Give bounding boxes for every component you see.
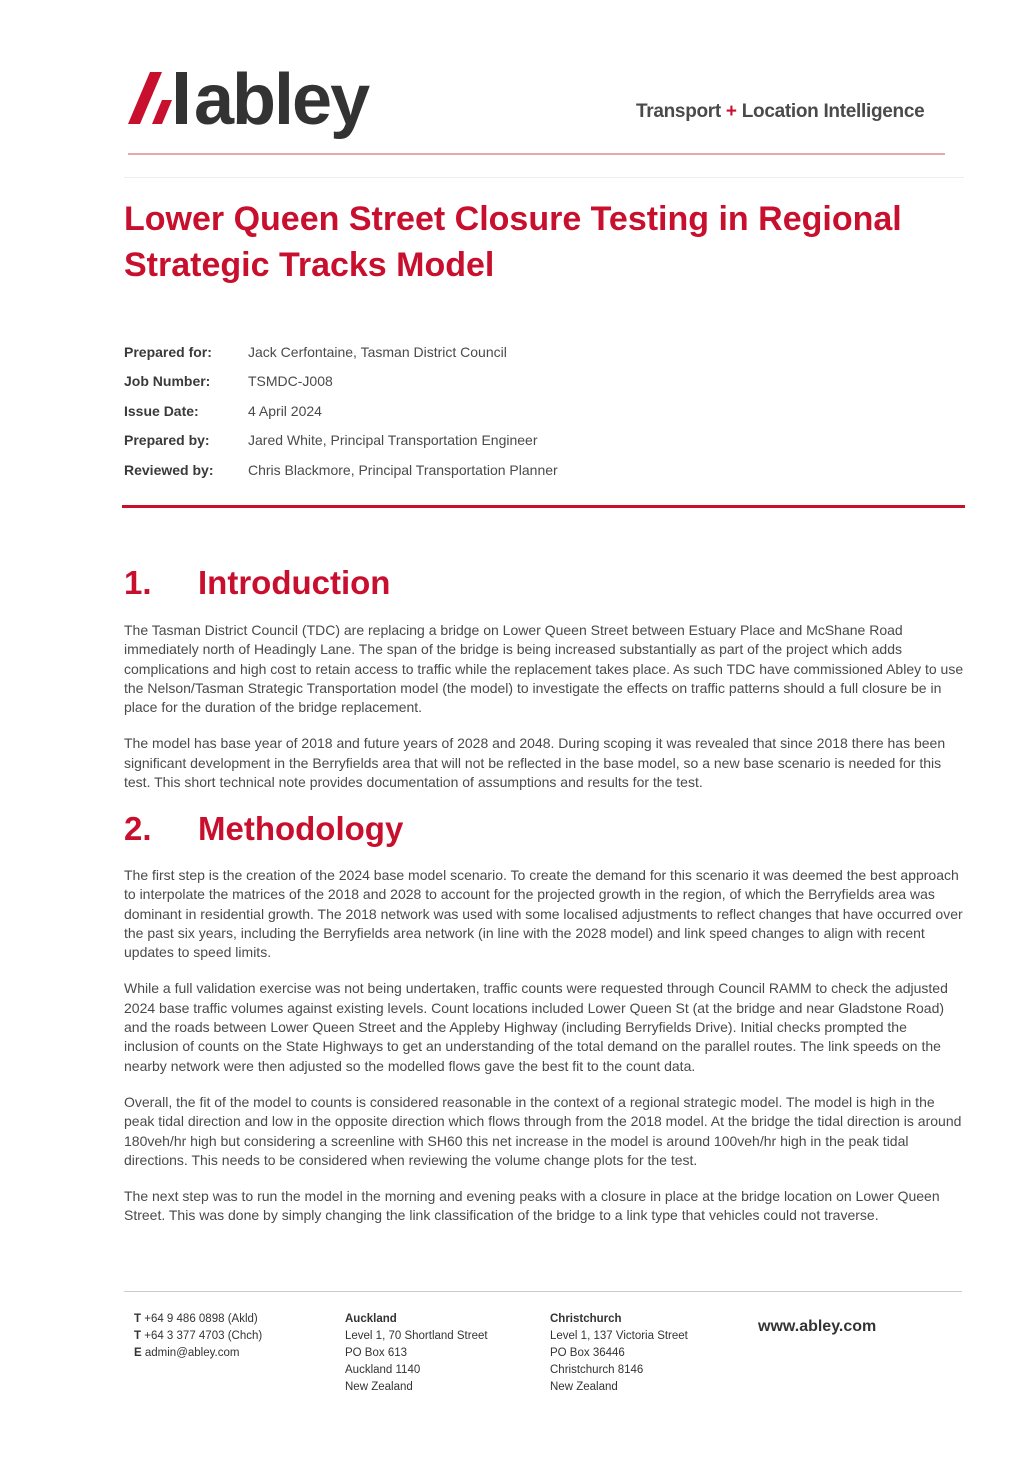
section-body-methodology: [124, 866, 964, 1243]
abley-logo: [128, 62, 368, 138]
footer-phone-akld: T +64 9 486 0898 (Akld): [134, 1313, 258, 1325]
tagline-transport: Transport: [636, 101, 721, 122]
paragraph: The next step was to run the model in the morning and evening peaks with a closure in place at the bridge location on Lower Queen Street. This was done by simply changing the link classification of the bridge to a link type that vehicles could not traverse.: [124, 1188, 940, 1224]
footer-email[interactable]: E admin@abley.com: [134, 1347, 240, 1359]
document-meta: [124, 337, 558, 485]
footer-website-link[interactable]: www.abley.com: [758, 1318, 877, 1335]
section-number: 1.: [124, 564, 152, 601]
meta-value: Jared White, Principal Transportation Engineer: [248, 432, 538, 449]
meta-value: TSMDC-J008: [248, 373, 333, 390]
address-line: Auckland 1140: [345, 1364, 421, 1376]
footer-christchurch-address: [550, 1311, 688, 1396]
meta-label: Reviewed by:: [124, 461, 214, 478]
meta-row-prepared-for: [124, 337, 558, 367]
abley-logo-mark-icon: [128, 72, 190, 124]
section-title: Methodology: [198, 810, 404, 847]
footer-city: Auckland: [345, 1313, 397, 1325]
section-heading-methodology: [124, 810, 403, 848]
tagline: [636, 101, 924, 123]
paragraph: The first step is the creation of the 2024 base model scenario. To create the demand for this scenario it was deemed the best approach to interpolate the matrices of the 2018 and 2028 to account for the projected growth in the region, of which the Berryfields area was dominant in residential growth. The 2018 network was used with some localised adjustments to reflect changes that have occurred over the past six years, including the Berryfields area network (in line with the 2028 model) and link speed changes to align with recent updates to speed limits.: [124, 867, 963, 961]
tagline-location-intelligence: Location Intelligence: [741, 101, 925, 122]
meta-row-reviewed-by: [124, 455, 558, 485]
meta-value: Jack Cerfontaine, Tasman District Council: [248, 343, 507, 360]
meta-label: Job Number:: [124, 373, 211, 390]
meta-label: Issue Date:: [124, 402, 199, 419]
tagline-plus: +: [725, 101, 737, 122]
address-line: Christchurch 8146: [550, 1364, 644, 1376]
address-line: New Zealand: [550, 1381, 618, 1393]
section-title: Introduction: [198, 564, 391, 601]
footer-divider: [124, 1291, 962, 1292]
footer-phone-chch: T +64 3 377 4703 (Chch): [134, 1330, 263, 1342]
address-line: PO Box 613: [345, 1347, 408, 1359]
paragraph: The Tasman District Council (TDC) are replacing a bridge on Lower Queen Street between Estuary Place and McShane Road immediately north of Headingly Lane. The span of the bridge is being increased substantially as part of the project which adds complications and high cost to retain access to traffic while the replacement takes place. As such TDC have commissioned Abley to use the Nelson/Tasman Strategic Transportation model (the model) to investigate the effects on traffic patterns should a full closure be in place for the duration of the bridge replacement.: [124, 622, 964, 716]
address-line: PO Box 36446: [550, 1347, 625, 1359]
footer-auckland-address: [345, 1311, 488, 1396]
footer-city: Christchurch: [550, 1313, 622, 1325]
footer-contact: [134, 1311, 262, 1362]
meta-row-issue-date: [124, 396, 558, 426]
header-faint-divider: [124, 177, 964, 178]
address-line: New Zealand: [345, 1381, 413, 1393]
meta-divider: [122, 505, 965, 508]
meta-label: Prepared by:: [124, 432, 210, 449]
section-body-introduction: [124, 621, 964, 809]
address-line: Level 1, 137 Victoria Street: [550, 1330, 688, 1342]
meta-value: 4 April 2024: [248, 402, 322, 419]
meta-label: Prepared for:: [124, 343, 212, 360]
meta-row-prepared-by: [124, 426, 558, 456]
document-title: Lower Queen Street Closure Testing in Regional Strategic Tracks Model: [124, 200, 902, 284]
address-line: Level 1, 70 Shortland Street: [345, 1330, 488, 1342]
meta-row-job-number: [124, 367, 558, 397]
meta-value: Chris Blackmore, Principal Transportation Planner: [248, 461, 558, 478]
section-number: 2.: [124, 810, 152, 847]
section-heading-introduction: [124, 564, 390, 602]
paragraph: The model has base year of 2018 and future years of 2028 and 2048. During scoping it was revealed that since 2018 there has been significant development in the Berryfields area that will not be reflected in the base model, so a new base scenario is needed for this test. This short technical note provides documentation of assumptions and results for the test.: [124, 735, 946, 791]
header-divider: [128, 153, 945, 155]
paragraph: While a full validation exercise was not being undertaken, traffic counts were requested through Council RAMM to check the adjusted 2024 base traffic volumes against existing levels. Count locations included Lower Queen St (at the bridge and near Gladstone Road) and the roads between Lower Queen Street and the Appleby Highway (including Berryfields Drive). Initial checks prompted the inclusion of counts on the State Highways to get an understanding of the total demand on the parallel routes. The link speeds on the nearby network were then adjusted so the modelled flows gave the best fit to the count data.: [124, 980, 948, 1074]
logo-wordmark: abley: [194, 60, 369, 140]
paragraph: Overall, the fit of the model to counts is considered reasonable in the context of a regional strategic model. The model is high in the peak tidal direction and low in the opposite direction which flows through from the 2018 model. At the bridge the tidal direction is around 180veh/hr high but considering a screenline with SH60 this net increase in the model is around 100veh/hr high in the peak tidal directions. This needs to be considered when reviewing the volume change plots for the test.: [124, 1093, 962, 1168]
